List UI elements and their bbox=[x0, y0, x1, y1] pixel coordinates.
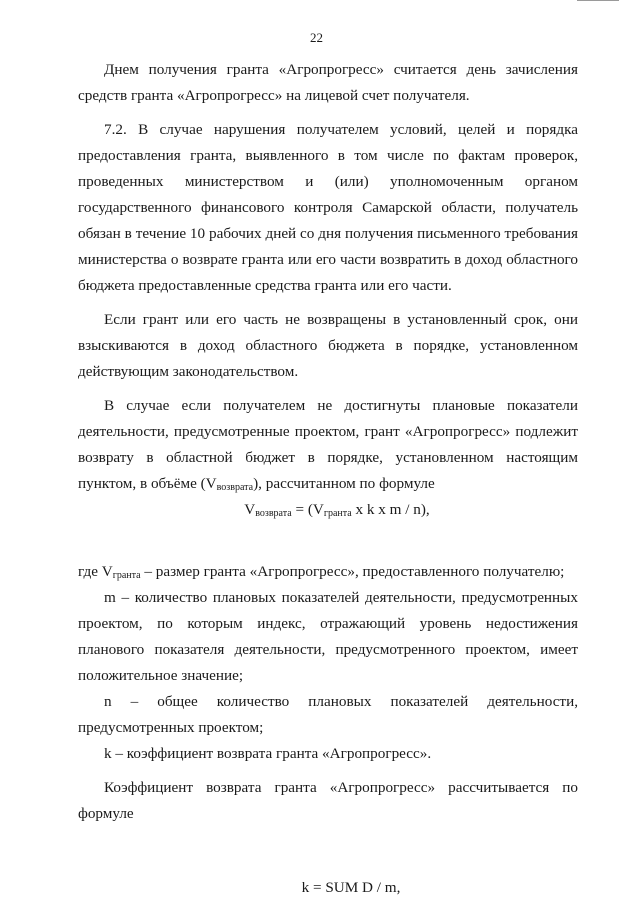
paragraph-coefficient: Коэффициент возврата гранта «Агропрогресс» рассчитывается по формуле bbox=[78, 779, 578, 822]
paragraph-7-2: 7.2. В случае нарушения получателем условий, целей и порядка предоставления гранта, выявленного в том числе по фактам проверок, проведенных министерством и (или) уполномоченным органом государственного финансового контроля Самарской области, получатель обязан в течение 10 рабочих дней со дня получения письменного требования министерства о возврате гранта или его части возвратить в доход областного бюджета предоставленные средства гранта или его части. bbox=[78, 121, 578, 294]
paragraph-recovery: Если грант или его часть не возвращены в установленный срок, они взыскиваются в доход областного бюджета в порядке, установленном действующим законодательством. bbox=[78, 311, 578, 380]
definition-k: k – коэффициент возврата гранта «Агропрогресс». bbox=[104, 745, 432, 762]
subscript-vozvrata: возврата bbox=[216, 482, 254, 493]
page-number: 22 bbox=[310, 30, 323, 45]
definition-n: n – общее количество плановых показателей деятельности, предусмотренных проектом; bbox=[78, 693, 578, 736]
paragraph-grant-receipt-date: Днем получения гранта «Агропрогресс» считается день зачисления средств гранта «Агропрогресс» на лицевой счет получателя. bbox=[78, 61, 578, 104]
paragraph-return-volume bbox=[78, 393, 578, 497]
formula-return-volume: $V_{возврата} = (V_{гранта}$ х k х m / n), bbox=[244, 501, 430, 519]
document-body bbox=[78, 57, 578, 901]
definition-v-granta: где $V_{гранта}$ – размер гранта «Агропрогресс», предоставленного получателю; bbox=[78, 563, 565, 581]
definition-m: m – количество плановых показателей деятельности, предусмотренных проектом, по которым индекс, отражающий уровень недостижения планового показателя деятельности, предусмотренного проектом, имеет положительное значение; bbox=[78, 589, 578, 684]
paragraph-return-volume-tail: ), рассчитанном по формуле bbox=[253, 475, 435, 492]
formula-coefficient: k = SUM D / m, bbox=[301, 879, 401, 896]
paragraph-return-volume-text: В случае если получателем не достигнуты плановые показатели деятельности, предусмотренные проектом, грант «Агропрогресс» подлежит возврату в областной бюджет в порядке, установленном настоящим пунктом, в объёме (V bbox=[78, 397, 578, 492]
top-edge-line bbox=[577, 0, 619, 1]
